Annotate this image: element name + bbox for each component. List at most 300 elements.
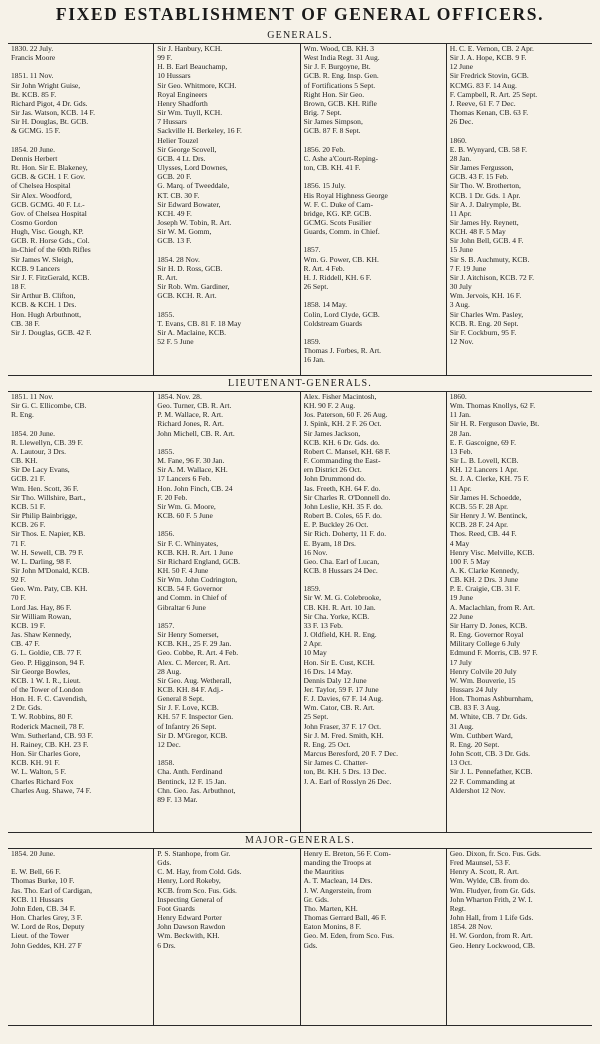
entry-line: KH. 90 F. 2 Aug. [303,401,356,411]
entry-line: 11 Apr. [449,483,472,493]
entry-line: 1857. [157,620,175,630]
entry-line: C. M. Hay, from Cold. Gds. [157,867,242,877]
entry-line: Wm. Cuthbert Ward, [449,730,513,740]
entry-line: KCB. 28 F. 24 Apr. [449,520,509,530]
entry-line: CB. 47 F. [11,639,40,649]
entry-line: Sir James Hy. Reynett, [449,217,519,227]
entry-line [157,749,296,758]
entry-line: Sir William Rowan, [11,611,72,621]
entry-line: M. Fane, 96 F. 30 Jan. [157,456,225,466]
entry-line: Sir John Wright Guise, [11,80,81,90]
entry-line: 15 June [449,245,474,255]
entry-line: H. J. Riddell, KH. 6 F. [303,272,372,282]
entry-line: Sir J. M. Fred. Smith, KH. [303,730,384,740]
entry-line: Right Hon. Sir Geo. [303,89,365,99]
entry-line: Bt. KCB. 85 F. [11,89,57,99]
entry-line: 1854. 20 June. [11,144,56,154]
entry-line: Brown, GCB. KH. Rifle [303,98,377,108]
entry-line: Dennis Daly 12 June [303,675,367,685]
entry-line [11,419,150,428]
entry-line: 1855. [157,309,175,319]
entry-line: Sir George Scovell, [157,144,217,154]
entry-line: GCB. & GCH. 1 F. Gov. [11,172,86,182]
entry-line: T. Evans, CB. 81 F. 18 May [157,318,242,328]
entry-line: in-Chief of the 60th Rifles [11,245,91,255]
entry-line: Henry Visc. Melville, KCB. [449,547,535,557]
entry-line: Hon. H. F. C. Cavendish, [11,694,87,704]
entry-line: W. H. Sewell, CB. 79 F. [11,547,84,557]
entry-line: John Eden, CB. 34 F. [11,903,76,913]
entry-line: Guards, Comm. in Chief. [303,227,380,237]
entry-line: KCB. 1 Dr. Gds. 1 Apr. [449,190,521,200]
entry-line: Jos. Paterson, 60 F. 26 Aug. [303,410,388,420]
entry-line: KCB. R. Eng. 20 Sept. [449,318,519,328]
entry-line [157,300,296,309]
entry-line: GCB. R. Horse Gds., Col. [11,236,90,246]
entry-line: 30 July [449,282,472,292]
entry-line: 1854. Nov. 28. [157,392,202,401]
entry-line [157,612,296,621]
entry-line: Geo. Cobbe, R. Art. 4 Feb. [157,648,239,658]
entry-line: Bentinck, 12 F. 15 Jan. [157,776,227,786]
section-heading-generals: GENERALS. [267,30,333,41]
entry-line: 1860. [449,392,467,401]
entry-line: 1860. [449,135,467,145]
entry-line: GCB. R. Eng. Insp. Gen. [303,71,379,81]
entry-line: G. Marq. of Tweeddale, [157,181,230,191]
entry-line: Geo. Cha. Earl of Lucan, [303,556,380,566]
entry-line: Hugh, Visc. Gough, KP. [11,227,84,237]
entry-line: Sir Thos. E. Napier, KB. [11,529,86,539]
entry-line: H. B. Earl Beauchamp, [157,62,228,72]
entry-line: Sir J. A. Hope, KCB. 9 F. [449,53,527,63]
page [8,4,592,1036]
entry-line: Sir James Jackson, [303,428,361,438]
entry-line: Geo. Wm. Paty, CB. KH. [11,584,88,594]
entry-line: 26 Dec. [449,117,474,127]
entry-line: Helier Touzel [157,135,199,145]
entry-line: Sir Fredrick Stovin, GCB. [449,71,529,81]
entry-line: KCH. 48 F. 5 May [449,227,506,237]
entry-line: 16 Drs. 14 May. [303,666,353,676]
entry-line: R. Eng. 20 Sept. [449,739,500,749]
entry-line: 4 May [449,538,470,548]
section-heading-lieutenant-generals: LIEUTENANT-GENERALS. [228,378,372,389]
entry-line: F. 20 Feb. [157,492,188,502]
entry-line: 70 F. [11,593,26,603]
entry-line: E. W. Bell, 66 F. [11,867,61,877]
entry-line: Sir L. B. Lovell, KCB. [449,456,519,466]
entry-line: W. Wm. Bouverie, 15 [449,675,516,685]
entry-line: bridge, KG. KP. GCB. [303,208,372,218]
entry-line: 7 Hussars [157,117,187,127]
entry-line: Sir Wm. Tuyll, KCH. [157,108,223,118]
entry-line: Sir James W. Sleigh, [11,254,74,264]
entry-line: GCB. 4 Lt. Drs. [157,153,206,163]
entry-line: Rt. Hon. Sir E. Blakeney, [11,163,88,173]
entry-line: P. S. Stanhope, from Gr. [157,849,231,858]
entry-line: Fred Maunsel, 53 F. [449,858,511,868]
entry-line: Sir Wm. John Codrington, [157,575,237,585]
entry-line: KCB. 26 F. [11,520,46,530]
entry-line: Henry E. Breton, 56 F. Com- [303,849,391,858]
entry-line: Wm. Wylde, CB. from do. [449,876,530,886]
entry-line: Ulysses, Lord Downes, [157,163,228,173]
entry-line: Robert C. Mansel, KH. 68 F. [303,446,391,456]
entry-line: Sir James C. Chatter- [303,758,368,768]
entry-line [304,172,443,181]
entry-line: Sir John M'Donald, KCB. [11,565,90,575]
entry-line: J. W. Angerstein, from [303,885,372,895]
entry-line: Geo. Dixon, fr. Sco. Fus. Gds. [449,849,541,858]
entry-line: KH. 50 F. 4 June [157,565,209,575]
entry-line: J. Oldfield, KH. R. Eng. [303,630,377,640]
entry-line: H. Rainey, CB. KH. 23 F. [11,739,89,749]
entry-line: Gds. [303,940,318,950]
entry-line: E. P. Buckley 26 Oct. [303,520,369,530]
entry-line: CB. KH. [11,456,38,466]
entry-line: E. Byam, 18 Drs. [303,538,356,548]
entry-line: 17 Lancers 6 Feb. [157,474,212,484]
entry-line: John Drummond do. [303,474,366,484]
entry-line: KCB. KH. R. Art. 1 June [157,547,233,557]
entry-line: Sir Tho. W. Brotherton, [449,181,521,191]
entry-line: Sir J. F. FitzGerald, KCB. [11,272,90,282]
entry-line: 1855. [157,446,175,456]
entry-line: 99 F. [157,53,173,63]
entry-line: Eaton Monins, 8 F. [303,922,361,932]
entry-line: A. T. Maclean, 14 Drs. [303,876,373,886]
section-heading-major-generals: MAJOR-GENERALS. [245,835,355,846]
entry-line: GCB. 20 F. [157,172,192,182]
entry-line: Charles Aug. Shawe, 74 F. [11,785,92,795]
entry-line: F. Commanding the East- [303,456,381,466]
entry-line: 10 Hussars [157,71,191,81]
entry-line: John Hall, from 1 Life Gds. [449,913,534,923]
entry-line: M. White, CB. 7 Dr. Gds. [449,712,528,722]
entry-line: Henry Colvile 20 July [449,666,517,676]
entry-line: Wm. Sutherland, CB. 93 F. [11,730,93,740]
entry-line: Royal Engineers [157,89,208,99]
entry-line: Joseph W. Tobin, R. Art. [157,217,232,227]
entry-line: Sir George Bowles, [11,666,71,676]
entry-line: KCB. 51 F. [11,501,46,511]
entry-line: GCB. 13 F. [157,236,192,246]
entry-line: of Infantry 26 Sept. [157,721,217,731]
entry-line: 3 Aug. [449,300,470,310]
entry-line: Sir J. L. Pennefather, KCB. [449,767,533,777]
entry-line: Jas. Freeth, KH. 64 F. do. [303,483,381,493]
entry-line: KCMG. 83 F. 14 Aug. [449,80,517,90]
entry-line: Sir Tho. Willshire, Bart., [11,492,86,502]
entry-line [304,328,443,337]
entry-line: Sir H. D. Ross, GCB. [157,263,223,273]
entry-line: KCB. 60 F. 5 June [157,511,213,521]
entry-line [11,858,150,867]
entry-line: the Mauritius [303,867,344,877]
entry-line: Richard Jones, R. Art. [157,419,224,429]
entry-line: Sir Geo. Whitmore, KCH. [157,80,237,90]
entry-line: Wm. Fludyer, from Gr. Gds. [449,885,536,895]
entry-line: R. Llewellyn, CB. 39 F. [11,437,83,447]
entry-line: Aldershot 12 Nov. [449,785,506,795]
entry-line: W. Lord de Ros, Deputy [11,922,85,932]
entry-line: R. Art. 4 Feb. [303,263,345,273]
entry-line: John Wharton Frith, 2 W. I. [449,894,533,904]
entry-line [450,126,589,135]
entry-line: Alex. Fisher Macintosh, [303,392,377,401]
entry-line: 12 June [449,62,474,72]
entry-line: Thomas J. Forbes, R. Art. [303,346,382,356]
entry-line: John Dawson Rawdon [157,922,226,932]
entry-line: 1858. [157,758,175,768]
entry-line: Wm. Thomas Knollys, 62 F. [449,401,536,411]
entry-line: Brig. 7 Sept. [303,108,342,118]
entry-line: KCB. & KCH. 1 Drs. [11,300,77,310]
entry-line: Hussars 24 July [449,685,498,694]
entry-line: Lord Jas. Hay, 86 F. [11,602,72,612]
generals-column-1 [8,44,154,375]
entry-line: Thomas Burke, 10 F. [11,876,75,886]
entry-line: Roderick Macneil, 78 F. [11,721,84,731]
entry-line: Sir James Simpson, [303,117,363,127]
lieutenant-generals-column-2 [154,392,300,832]
entry-line: Hon. Charles Grey, 3 F. [11,913,83,923]
entry-line: Sir W. M. G. Colebrooke, [303,593,382,603]
entry-line: 22 F. Commanding at [449,776,515,786]
entry-line: KT. CB. 30 F. [157,190,200,200]
entry-line: GCB. 87 F. 8 Sept. [303,126,361,136]
entry-line: Sir Wm. G. Moore, [157,501,216,511]
entry-line: R. Eng. 25 Oct. [303,739,351,749]
entry-line: 1859. [303,584,321,594]
entry-line [157,438,296,447]
entry-line: 6 Drs. [157,940,176,950]
entry-line: Sir Rich. Doherty, 11 F. do. [303,529,387,539]
entry-line: Sir A. M. Wallace, KH. [157,465,228,475]
entry-line: 1856. 15 July. [303,181,346,191]
entry-line: Sir F. C. Whinyates, [157,538,219,548]
entry-line: W. L. Darling, 98 F. [11,556,72,566]
entry-line: R. Art. [157,272,178,282]
entry-line: Sir F. Cockburn, 95 F. [449,327,517,337]
entry-line: Geo. Turner, CB. R. Art. [157,401,232,411]
entry-line: Military College 6 July [449,639,520,649]
entry-line: Sir Henry Somerset, [157,630,219,640]
entry-line: 11 Jan. [449,410,471,420]
entry-line: ton, Bt. KH. 5 Drs. 13 Dec. [303,767,387,777]
entry-line: KH. 12 Lancers 1 Apr. [449,465,519,475]
entry-line: Geo. P. Higginson, 94 F. [11,657,85,667]
entry-line: 28 Jan. [449,428,472,438]
generals-table [8,43,592,376]
entry-line: Jer. Taylor, 59 F. 17 June [303,685,379,694]
entry-line: Geo. M. Eden, from Sco. Fus. [303,931,395,941]
entry-line: Wm. Cator, CB. R. Art. [303,703,375,713]
entry-line: Thos. Reed, CB. 44 F. [449,529,517,539]
entry-line: Sir Harry D. Jones, KCB. [449,620,528,630]
major-generals-column-2 [154,849,300,1025]
entry-line [304,291,443,300]
entry-line: Chn. Geo. Jas. Arbuthnot, [157,785,236,795]
entry-line: GCB. GCMG. 40 F. Lt.- [11,199,85,209]
entry-line: 100 F. 5 May [449,556,490,566]
entry-line: Sir James Fergusson, [449,163,514,173]
entry-line: Sir Rob. Wm. Gardiner, [157,282,230,292]
entry-line: His Royal Highness George [303,190,388,200]
entry-line: 12 Dec. [157,739,181,749]
entry-line: & GCMG. 15 F. [11,126,61,136]
entry-line: Sir Charles Wm. Pasley, [449,309,524,319]
entry-line: KCB. 9 Lancers [11,263,60,273]
entry-line: John Michell, CB. R. Art. [157,428,235,438]
entry-line: Geo. Henry Lockwood, CB. [449,940,535,950]
entry-line: 92 F. [11,575,26,585]
entry-line: R. Eng. [11,410,34,420]
entry-line: Gov. of Chelsea Hospital [11,208,87,218]
entry-line: Sir A. J. Dalrymple, Bt. [449,199,522,209]
entry-line: 25 Sept. [303,712,329,722]
entry-line: 31 Aug. [449,721,474,731]
entry-line: 7 F. 19 June [449,263,487,273]
entry-line: F. Campbell, R. Art. 25 Sept. [449,89,538,99]
entry-line: Edmund F. Morris, CB. 97 F. [449,648,538,658]
entry-line: Henry, Lord Rokeby, [157,876,221,886]
entry-line: Henry Shadforth [157,98,208,108]
entry-line: Sir H. Douglas, Bt. GCB. [11,117,89,127]
entry-line: Sir Alex. Woodford, [11,190,72,200]
entry-line: Wm. G. Power, CB. KH. [303,254,379,264]
entry-line: GCB. 43 F. 15 Feb. [449,172,509,182]
entry-line [304,236,443,245]
entry-line: Gr. Gds. [303,894,329,904]
entry-line: GCMG. Scots Fusilier [303,217,372,227]
entry-line: Sir Edward Bowater, [157,199,221,209]
entry-line: 2 Dr. Gds. [11,703,43,713]
entry-line: KCB. KH. 6 Dr. Gds. do. [303,437,380,447]
entry-line: Sir J. Hanbury, KCH. [157,44,223,53]
entry-line: Sir J. F. Love, KCB. [157,703,219,713]
entry-line: J. Reeve, 61 F. 7 Dec. [449,98,516,108]
entry-line: 1857. [303,245,321,255]
entry-line: W. F. C. Duke of Cam- [303,199,374,209]
entry-line: Thomas Kenan, CB. 63 F. [449,108,529,118]
entry-line: 26 Sept. [303,282,329,292]
entry-line: ton, CB. KH. 41 F. [303,163,361,173]
generals-column-3 [301,44,447,375]
entry-line [304,136,443,145]
entry-line: A. Lautour, 3 Drs. [11,446,67,456]
entry-line: Marcus Beresford, 20 F. 7 Dec. [303,749,399,759]
entry-line: T. W. Robbins, 80 F. [11,712,73,722]
entry-line: 71 F. [11,538,26,548]
entry-line: KCB. 19 F. [11,620,46,630]
entry-line: 1854. 28 Nov. [449,922,493,932]
entry-line: R. Eng. Governor Royal [449,630,524,640]
entry-line: Henry Edward Porter [157,913,222,923]
entry-line: John Scott, CB. 3 Dr. Gds. [449,749,531,759]
entry-line: Sir H. R. Ferguson Davie, Bt. [449,419,540,429]
entry-line: G. L. Goldie, CB. 77 F. [11,648,82,658]
entry-line: 19 June [449,593,474,603]
entry-line: 1830. 22 July. [11,44,54,53]
entry-line: Sir Jas. Watson, KCB. 14 F. [11,108,95,118]
entry-line: 2 Apr. [303,639,322,649]
entry-line: Hon. Hugh Arbuthnott, [11,309,82,319]
entry-line: Sir James H. Schoedde, [449,492,522,502]
entry-line: and Comm. in Chief of [157,593,228,603]
entry-line: KCH. 49 F. [157,208,192,218]
entry-line: KCB. KH. 84 F. Adj.- [157,685,224,694]
entry-line: Sir A. Maclaine, KCB. [157,327,227,337]
entry-line: Sir J. Douglas, GCB. 42 F. [11,327,92,337]
major-generals-column-1 [8,849,154,1025]
entry-line: ern District 26 Oct. [303,465,362,475]
entry-line: W. L. Walton, 5 F. [11,767,66,777]
entry-line: E. B. Wynyard, CB. 58 F. [449,144,527,154]
entry-line: 17 July [449,657,472,667]
entry-line: 1859. [303,337,321,346]
entry-line: 1851. 11 Nov. [11,392,54,401]
entry-line [11,136,150,145]
entry-line: Sir Charles R. O'Donnell do. [303,492,391,502]
generals-column-4 [447,44,592,375]
entry-line: CB. 83 F. 3 Aug. [449,703,501,713]
entry-line: Hon. Sir Charles Gore, [11,749,81,759]
entry-line: Coldstream Guards [303,318,362,328]
lieutenant-generals-column-1 [8,392,154,832]
entry-line: Foot Guards [157,903,195,913]
entry-line: Colin, Lord Clyde, GCB. [303,309,380,319]
entry-line: Thomas Gerrard Ball, 46 F. [303,913,387,923]
entry-line: Inspecting General of [157,894,223,904]
entry-line [304,575,443,584]
entry-line [11,62,150,71]
entry-line: Wm. Hen. Scott, 36 F. [11,483,79,493]
entry-line: P. E. Craigie, CB. 31 F. [449,584,521,594]
entry-line: 52 F. 5 June [157,337,194,346]
entry-line: H. W. Gordon, from R. Art. [449,931,533,941]
entry-line: Sir Philip Bainbrigge, [11,511,78,521]
entry-line: KH. 57 F. Inspector Gen. [157,712,234,722]
entry-line: CB. KH. 2 Drs. 3 June [449,575,519,585]
entry-line: of the Tower of London [11,685,83,694]
entry-line: E. F. Gascoigne, 69 F. [449,437,517,447]
entry-line: KCB. 1 W. I. R., Lieut. [11,675,81,685]
entry-line: KCB. 8 Hussars 24 Dec. [303,565,378,575]
entry-line: 1854. 20 June. [11,428,56,438]
entry-line: 28 Jan. [449,153,472,163]
entry-line: St. J. A. Clerke, KH. 75 F. [449,474,529,484]
entry-line: 22 June [449,611,474,621]
entry-line: Sir Richard England, GCB. [157,556,241,566]
entry-line: Sackville H. Berkeley, 16 F. [157,126,242,136]
entry-line: 13 Feb. [449,446,473,456]
lieutenant-generals-table [8,391,592,833]
entry-line: F. J. Davies, 67 F. 14 Aug. [303,694,384,704]
entry-line: Regt. [449,903,466,913]
entry-line: John Fraser, 37 F. 17 Oct. [303,721,381,731]
entry-line: KCB. 54 F. Governor [157,584,223,594]
entry-line: Sir Henry J. W. Bentinck, [449,511,528,521]
entry-line: Dennis Herbert [11,153,58,163]
entry-line: 10 May [303,648,327,658]
entry-line: General 8 Sept. [157,694,204,704]
entry-line: A. Maclachlan, from R. Art. [449,602,535,612]
entry-line: 16 Jan. [303,355,325,365]
entry-line: GCB. KCH. R. Art. [157,291,217,301]
entry-line: 16 Nov. [303,547,328,557]
